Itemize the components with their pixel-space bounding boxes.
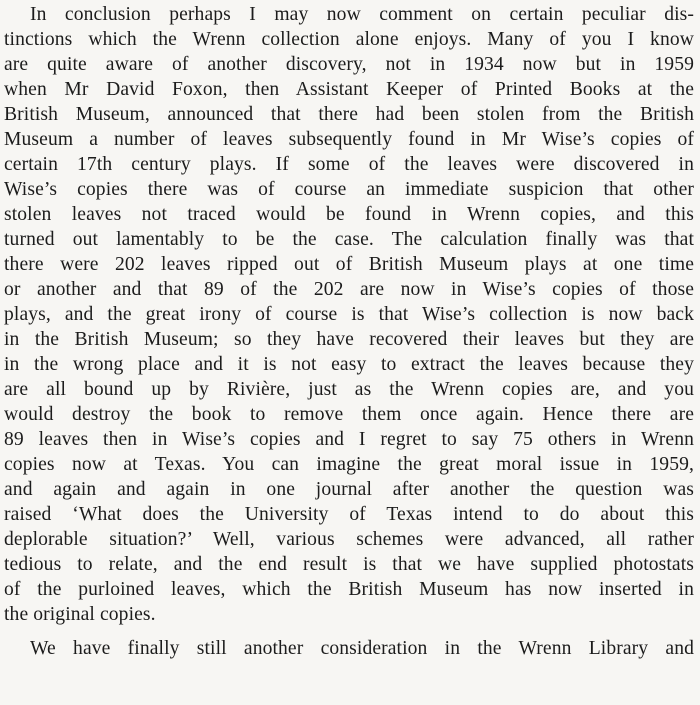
paragraph-1-line-5: British Museum, announced that there had been stolen from the British [4, 104, 694, 125]
paragraph-1-line-25: the original copies. [4, 604, 156, 625]
paragraph-1-line-3: are quite aware of another discovery, not in 1934 now but in 1959 [4, 54, 694, 75]
paragraph-1-line-19: copies now at Texas. You can imagine the great moral issue in 1959, [4, 454, 694, 475]
paragraph-1-line-13: plays, and the great irony of course is that Wise’s collection is now back [4, 304, 694, 325]
paragraph-1-line-4: when Mr David Foxon, then Assistant Keeper of Printed Books at the [4, 79, 694, 100]
paragraph-1-line-14: in the British Museum; so they have recovered their leaves but they are [4, 329, 694, 350]
paragraph-1-line-22: deplorable situation?’ Well, various schemes were advanced, all rather [4, 529, 694, 550]
paragraph-1-line-8: Wise’s copies there was of course an immediate suspicion that other [4, 179, 694, 200]
paragraph-1-line-11: there were 202 leaves ripped out of British Museum plays at one time [4, 254, 694, 275]
paragraph-1-line-23: tedious to relate, and the end result is that we have supplied photostats [4, 554, 694, 575]
paragraph-1-line-18: 89 leaves then in Wise’s copies and I regret to say 75 others in Wrenn [4, 429, 694, 450]
paragraph-1-line-17: would destroy the book to remove them once again. Hence there are [4, 404, 694, 425]
paragraph-1-line-16: are all bound up by Rivière, just as the Wrenn copies are, and you [4, 379, 694, 400]
paragraph-1-line-24: of the purloined leaves, which the British Museum has now inserted in [4, 579, 694, 600]
paragraph-1-line-6: Museum a number of leaves subsequently found in Mr Wise’s copies of [4, 129, 694, 150]
paragraph-1-line-10: turned out lamentably to be the case. The calculation finally was that [4, 229, 694, 250]
paragraph-1-line-1: In conclusion perhaps I may now comment on certain peculiar dis- [30, 4, 694, 25]
paragraph-2-line-1: We have finally still another consideration in the Wrenn Library and [30, 638, 694, 659]
paragraph-1-line-20: and again and again in one journal after another the question was [4, 479, 694, 500]
paragraph-1-line-15: in the wrong place and it is not easy to extract the leaves because they [4, 354, 694, 375]
paragraph-1-line-21: raised ‘What does the University of Texas intend to do about this [4, 504, 694, 525]
paragraph-1-line-7: certain 17th century plays. If some of the leaves were discovered in [4, 154, 694, 175]
paragraph-1-line-12: or another and that 89 of the 202 are now in Wise’s copies of those [4, 279, 694, 300]
paragraph-1-line-9: stolen leaves not traced would be found in Wrenn copies, and this [4, 204, 694, 225]
paragraph-1-line-2: tinctions which the Wrenn collection alone enjoys. Many of you I know [4, 29, 694, 50]
